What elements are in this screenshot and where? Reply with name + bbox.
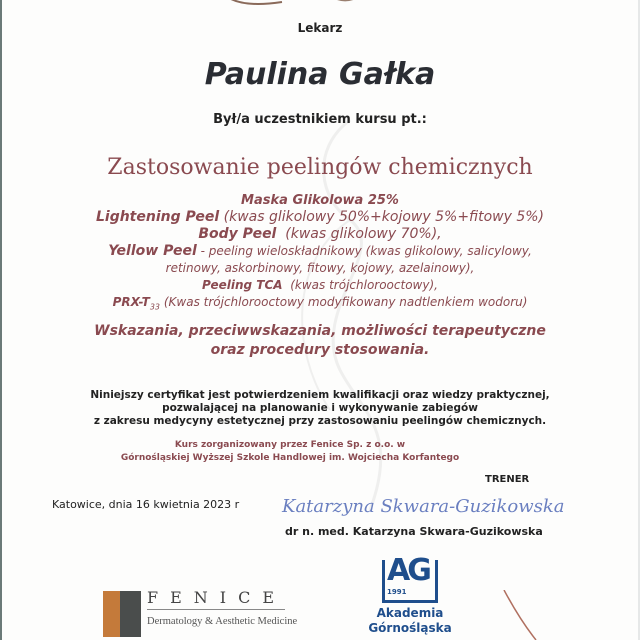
recipient-name: Paulina Gałka <box>204 57 436 92</box>
decorative-corner-swirl <box>500 590 550 640</box>
participant-text: Był/a uczestnikiem kursu pt.: <box>213 112 427 127</box>
item-detail: (kwas trójchlorooctowy), <box>282 278 438 292</box>
course-item <box>0 209 640 226</box>
course-item <box>0 192 640 209</box>
item-detail: (kwas glikolowy 70%), <box>276 226 442 242</box>
statement-line: z zakresu medycyny estetycznej przy zastosowaniu peelingów chemicznych. <box>93 415 547 427</box>
organizer-line: Kurs zorganizowany przez Fenice Sp. z o.o. w <box>174 440 406 450</box>
fenice-name: FENICE <box>147 588 287 607</box>
akademia-gornoslaska-logo <box>360 553 460 636</box>
course-items <box>0 192 640 315</box>
course-item <box>0 260 640 277</box>
trainer-signature: Katarzyna Skwara-Guzikowska <box>282 496 565 517</box>
item-detail: retinowy, askorbinowy, fitowy, kojowy, azelainowy), <box>165 261 475 275</box>
item-name: PRX-T <box>112 295 150 309</box>
item-detail: (Kwas trójchlorooctowy modyfikowany nadtlenkiem wodoru) <box>160 295 528 309</box>
item-name: Yellow Peel <box>108 243 197 259</box>
course-item <box>0 277 640 294</box>
ag-name-line: Górnośląska <box>368 621 452 635</box>
statement-line: pozwalającej na planowanie i wykonywanie zabiegów <box>162 402 478 414</box>
decorative-top-ornament <box>222 0 362 8</box>
ag-year: 1991 <box>387 588 407 596</box>
organizer-line: Górnośląskiej Wyższej Szkole Handlowej im. Wojciecha Korfantego <box>120 453 460 463</box>
item-detail: (kwas glikolowy 50%+kojowy 5%+fitowy 5%) <box>219 209 545 225</box>
scope-line: Wskazania, przeciwwskazania, możliwości terapeutyczne <box>94 323 546 339</box>
ag-name-line: Akademia <box>376 606 444 620</box>
course-item <box>0 226 640 243</box>
ag-letters: AG <box>387 553 429 588</box>
fenice-tagline: Dermatology & Aesthetic Medicine <box>147 616 298 627</box>
course-item <box>0 243 640 260</box>
statement-line: Niniejszy certyfikat jest potwierdzeniem kwalifikacji oraz wiedzy praktycznej, <box>90 389 550 401</box>
statement <box>0 389 640 428</box>
organizer <box>0 439 610 465</box>
fenice-divider <box>147 609 285 610</box>
left-edge <box>0 0 2 640</box>
course-item <box>0 294 640 315</box>
course-title: Zastosowanie peelingów chemicznych <box>107 155 533 180</box>
item-detail: - peeling wieloskładnikowy (kwas glikolowy, salicylowy, <box>196 244 532 258</box>
trainer-name: dr n. med. Katarzyna Skwara-Guzikowska <box>285 525 543 538</box>
scope-line: oraz procedury stosowania. <box>210 342 430 358</box>
fenice-figure-icon <box>103 591 141 637</box>
item-name: Lightening Peel <box>95 209 220 225</box>
role-label: Lekarz <box>297 21 343 35</box>
item-name: Maska Glikolowa 25% <box>241 193 399 208</box>
place-date: Katowice, dnia 16 kwietnia 2023 r <box>52 498 240 511</box>
trainer-label: TRENER <box>485 474 530 485</box>
item-subscript: 33 <box>149 302 161 312</box>
item-name: Body Peel <box>198 226 277 242</box>
ag-emblem-icon <box>382 553 438 603</box>
item-name: Peeling TCA <box>202 278 283 292</box>
scope-text <box>0 322 640 360</box>
